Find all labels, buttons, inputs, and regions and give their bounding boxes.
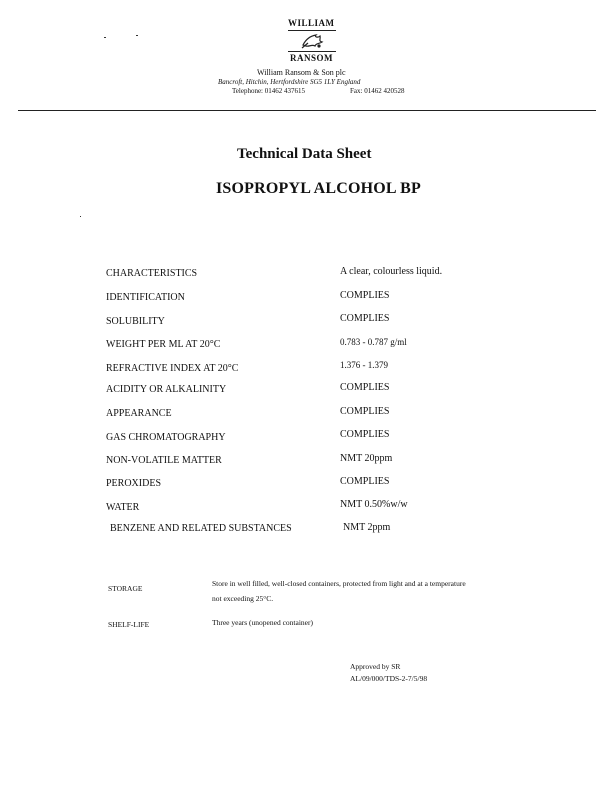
oak-leaf-icon bbox=[300, 31, 326, 51]
shelf-life-text: Three years (unopened container) bbox=[212, 618, 313, 627]
spec-label-weight-per-ml: WEIGHT PER ML AT 20°C bbox=[106, 339, 221, 350]
storage-text-line-1: Store in well filled, well-closed containers, protected from light and at a temperature bbox=[212, 579, 466, 588]
spec-value-peroxides: COMPLIES bbox=[340, 476, 390, 487]
spec-label-water: WATER bbox=[106, 502, 140, 513]
spec-value-appearance: COMPLIES bbox=[340, 406, 390, 417]
storage-label: STORAGE bbox=[108, 584, 143, 593]
company-name: William Ransom & Son plc bbox=[257, 68, 346, 77]
approved-by: Approved by SR bbox=[350, 662, 401, 671]
scan-speck bbox=[104, 37, 106, 38]
spec-value-characteristics: A clear, colourless liquid. bbox=[340, 266, 443, 277]
logo-rule-bottom bbox=[288, 51, 336, 52]
spec-value-refractive-index: 1.376 - 1.379 bbox=[340, 360, 388, 370]
spec-label-benzene: BENZENE AND RELATED SUBSTANCES bbox=[110, 523, 292, 534]
company-telephone: Telephone: 01462 437615 bbox=[232, 87, 305, 95]
spec-label-identification: IDENTIFICATION bbox=[106, 292, 185, 303]
spec-value-benzene: NMT 2ppm bbox=[343, 522, 391, 533]
spec-value-water: NMT 0.50%w/w bbox=[340, 499, 408, 510]
spec-value-identification: COMPLIES bbox=[340, 290, 390, 301]
scan-speck bbox=[80, 216, 81, 217]
document-title: Technical Data Sheet bbox=[237, 146, 372, 162]
letterhead bbox=[0, 0, 614, 110]
spec-label-characteristics: CHARACTERISTICS bbox=[106, 268, 198, 279]
spec-label-solubility: SOLUBILITY bbox=[106, 316, 165, 327]
company-fax: Fax: 01462 420528 bbox=[350, 87, 405, 95]
spec-label-refractive-index: REFRACTIVE INDEX AT 20°C bbox=[106, 363, 239, 374]
letterhead-divider bbox=[18, 110, 596, 111]
scan-speck bbox=[136, 35, 138, 36]
spec-value-gas-chromatography: COMPLIES bbox=[340, 429, 390, 440]
shelf-life-label: SHELF-LIFE bbox=[108, 620, 150, 629]
logo-word-top: WILLIAM bbox=[288, 18, 335, 28]
spec-label-gas-chromatography: GAS CHROMATOGRAPHY bbox=[106, 432, 226, 443]
spec-label-appearance: APPEARANCE bbox=[106, 408, 172, 419]
spec-value-solubility: COMPLIES bbox=[340, 313, 390, 324]
company-address: Bancroft, Hitchin, Hertfordshire SG5 1LY England bbox=[218, 78, 361, 86]
logo-word-bottom: RANSOM bbox=[290, 53, 333, 63]
spec-value-acidity: COMPLIES bbox=[340, 382, 390, 393]
spec-value-weight-per-ml: 0.783 - 0.787 g/ml bbox=[340, 337, 407, 347]
spec-label-acidity: ACIDITY OR ALKALINITY bbox=[106, 384, 227, 395]
spec-label-peroxides: PEROXIDES bbox=[106, 478, 162, 489]
product-name: ISOPROPYL ALCOHOL BP bbox=[216, 180, 421, 197]
storage-text-line-2: not exceeding 25°C. bbox=[212, 594, 274, 603]
document-reference: AL/09/000/TDS-2-7/5/98 bbox=[350, 674, 428, 683]
spec-value-non-volatile-matter: NMT 20ppm bbox=[340, 453, 393, 464]
spec-label-non-volatile-matter: NON-VOLATILE MATTER bbox=[106, 455, 222, 466]
